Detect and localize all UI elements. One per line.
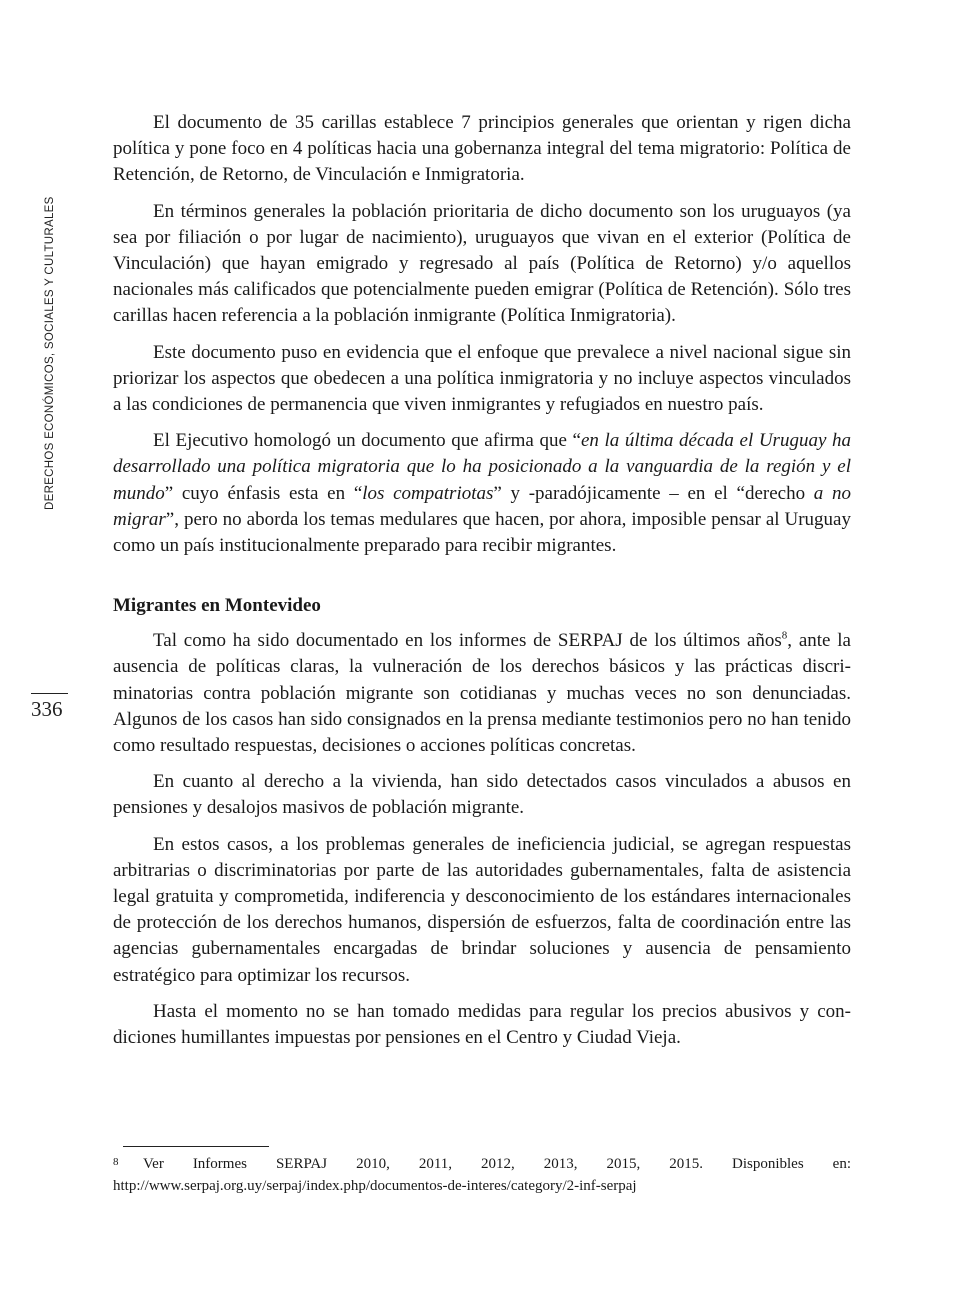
page-number-rule [31,693,68,694]
paragraph-5 [113,628,851,759]
paragraph-7: En estos casos, a los problemas generales de ineficiencia judicial, se agregan respuestas arbitrarias o discriminatorias por parte de las autoridades gubernamentales, falta de asistencia legal gratuita y comprometida, indiferencia y desconocimiento de los estándares internacionales de protección de los derechos humanos, dispersión de esfuerzos, falta de coordinación entre las agencias gubernamentales encargadas de brindar soluciones y ausencia de pensamiento estratégico para optimizar los recursos. [113,833,851,986]
quote-compatriotas: los compatriotas [362,482,494,504]
paragraph-5-text-2: , ante la ausencia de políticas claras, la vulneración de los derechos básicos y las prácticas discriminatorias contra población migrante son cotidianas y muchas veces no son denunciadas. Algunos de los casos han sido consignados en la prensa mediante testimonios pero no han tenido como resultado respuestas, decisiones o acciones políticas concretas. [113,630,851,757]
paragraph-8: Hasta el momento no se han tomado medidas para regular los precios abusivos y condiciones humillantes impuestas por pensiones en el Centro y Ciudad Vieja. [113,1000,851,1049]
paragraph-4-text-2: ” cuyo énfasis esta en “ [164,482,363,504]
quote-vanguardia: en la última década el Uruguay ha desarrollado una política migratoria que lo ha posicionado a la vanguardia de la región y el mundo [113,430,851,504]
paragraph-4-text-3: ” y -paradójicamente – en el “derecho [493,482,814,504]
paragraph-5-text-1: Tal como ha sido documentado en los informes de SERPAJ de los últimos años [153,630,782,652]
paragraph-3: Este documento puso en evidencia que el enfoque que prevalece a nivel nacional sigue sin priorizar los aspectos que obedecen a una política inmigratoria y no incluye aspectos vinculados a las condiciones de permanencia que viven inmigrantes y refugiados en nuestro país. [113,341,851,416]
page-number: 336 [31,697,63,721]
paragraph-4 [113,428,851,559]
running-header-vertical: DERECHOS ECONÓMICOS, SOCIALES Y CULTURALES [44,196,56,510]
paragraph-6: En cuanto al derecho a la vivienda, han sido detectados casos vinculados a abusos en pensiones y desalojos masivos de población migrante. [113,771,851,819]
footnote-text: Ver Informes SERPAJ 2010, 2011, 2012, 2013, 2015, 2015. Disponibles en: http://www.serpaj.org.uy/serpaj/index.php/documentos-de-interes/category/2-inf-serpaj [113,1156,851,1194]
paragraph-4-text-4: ”, pero no aborda los temas medulares que hacen, por ahora, imposible pensar al Uruguay como un país institucionalmente preparado para recibir migrantes. [113,508,851,557]
main-text [113,110,851,1061]
quote-no-migrar: a no migrar [113,482,851,530]
footnote-reference: 8 [781,629,788,642]
footnote [113,1153,851,1197]
footnote-rule [123,1146,269,1147]
paragraph-4-text-1: El Ejecutivo homologó un documento que afirma que “ [153,430,581,452]
paragraph-2: En términos generales la población prioritaria de dicho documento son los uruguayos (ya sea por filiación o por lugar de nacimiento), uruguayos que vivan en el exterior (Política de Vinculación) que hayan emigrado y regresado al país (Política de Retorno) y/o aquellos nacionales más calificados que potencialmente pueden emigrar (Política de Retención). Sólo tres carillas hacen referencia a la población inmigrante (Política Inmigratoria). [113,200,851,327]
footnote-mark: 8 [113,1156,119,1168]
paragraph-1: El documento de 35 carillas establece 7 principios generales que orientan y rigen dicha política y pone foco en 4 políticas hacia una gobernanza integral del tema migratorio: Política de Retención, de Retorno, de Vinculación e Inmigratoria. [113,112,851,186]
section-heading: Migrantes en Montevideo [113,595,321,617]
